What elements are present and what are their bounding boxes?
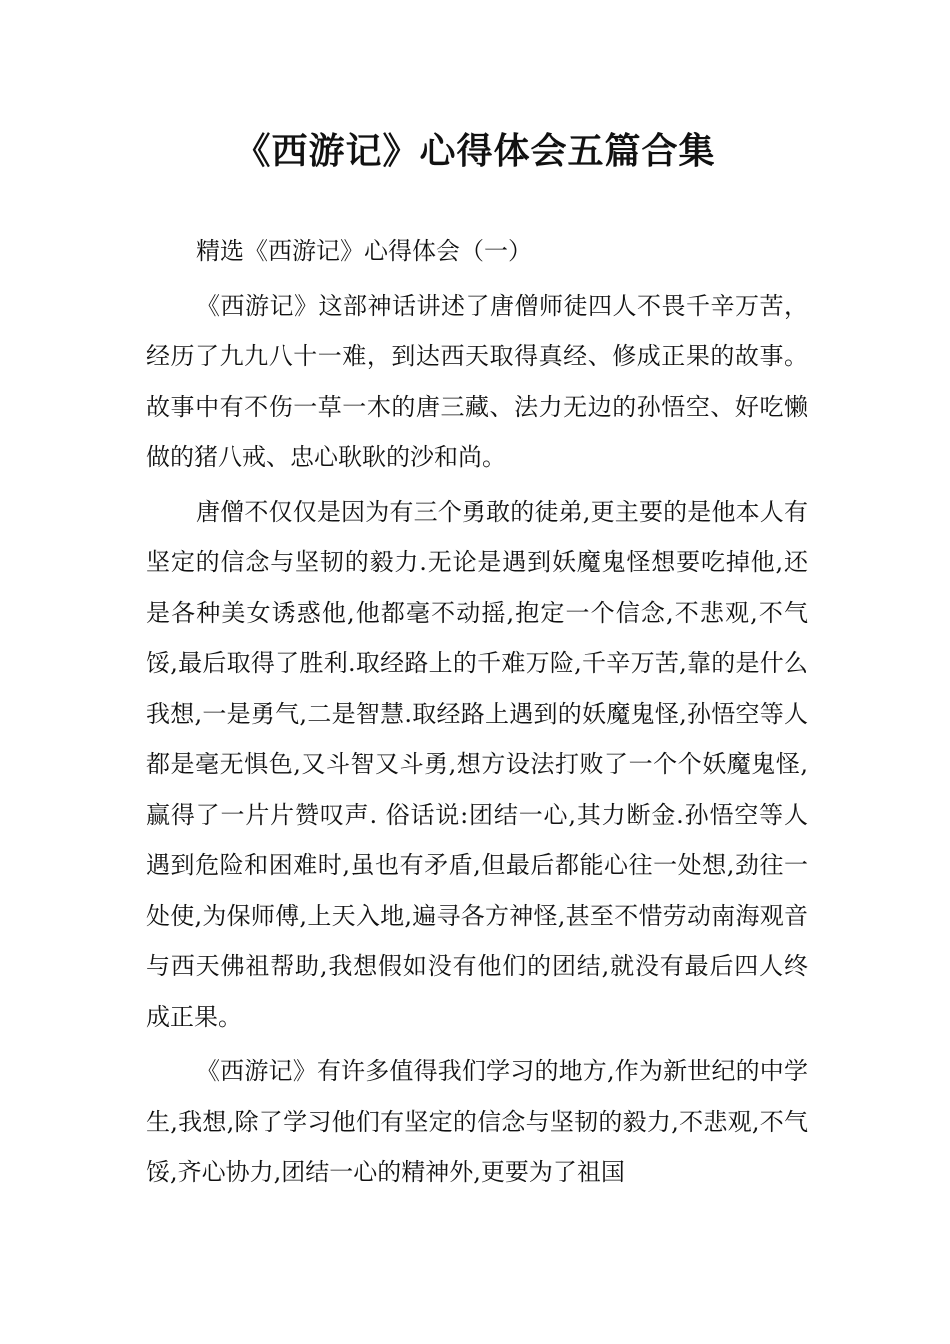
document-title: 《西游记》心得体会五篇合集 [234, 131, 716, 172]
paragraph-2: 唐僧不仅仅是因为有三个勇敢的徒弟,更主要的是他本人有坚定的信念与坚韧的毅力.无论是遇到妖魔鬼怪想要吃掉他,还是各种美女诱惑他,他都毫不动摇,抱定一个信念,不悲观,不气馁,最后取得了胜利.取经路上的千难万险,千辛万苦,靠的是什么 我想,一是勇气,二是智慧.取经路上遇到的妖魔鬼怪,孙悟空等人都是毫无惧色,又斗智又斗勇,想方设法打败了一个个妖魔鬼怪,赢得了一片片赞叹声. 俗话说:团结一心,其力断金.孙悟空等人遇到危险和困难时,虽也有矛盾,但最后都能心往一处想,劲往一处使,为保师傅,上天入地,遍寻各方神怪,甚至不惜劳动南海观音与西天佛祖帮助,我想假如没有他们的团结,就没有最后四人终成正果。 [146, 497, 808, 1031]
section-heading: 精选《西游记》心得体会（一） [196, 237, 532, 265]
paragraph-1: 《西游记》这部神话讲述了唐僧师徒四人不畏千辛万苦，经历了九九八十一难，到达西天取得真经、修成正果的故事。故事中有不伤一草一木的唐三藏、法力无边的孙悟空、好吃懒做的猪八戒、忠心耿耿的沙和尚。 [146, 291, 808, 471]
document-body [146, 226, 808, 1202]
paragraph-3: 《西游记》有许多值得我们学习的地方,作为新世纪的中学生,我想,除了学习他们有坚定的信念与坚韧的毅力,不悲观,不气馁,齐心协力,团结一心的精神外,更要为了祖国 [146, 1057, 808, 1186]
